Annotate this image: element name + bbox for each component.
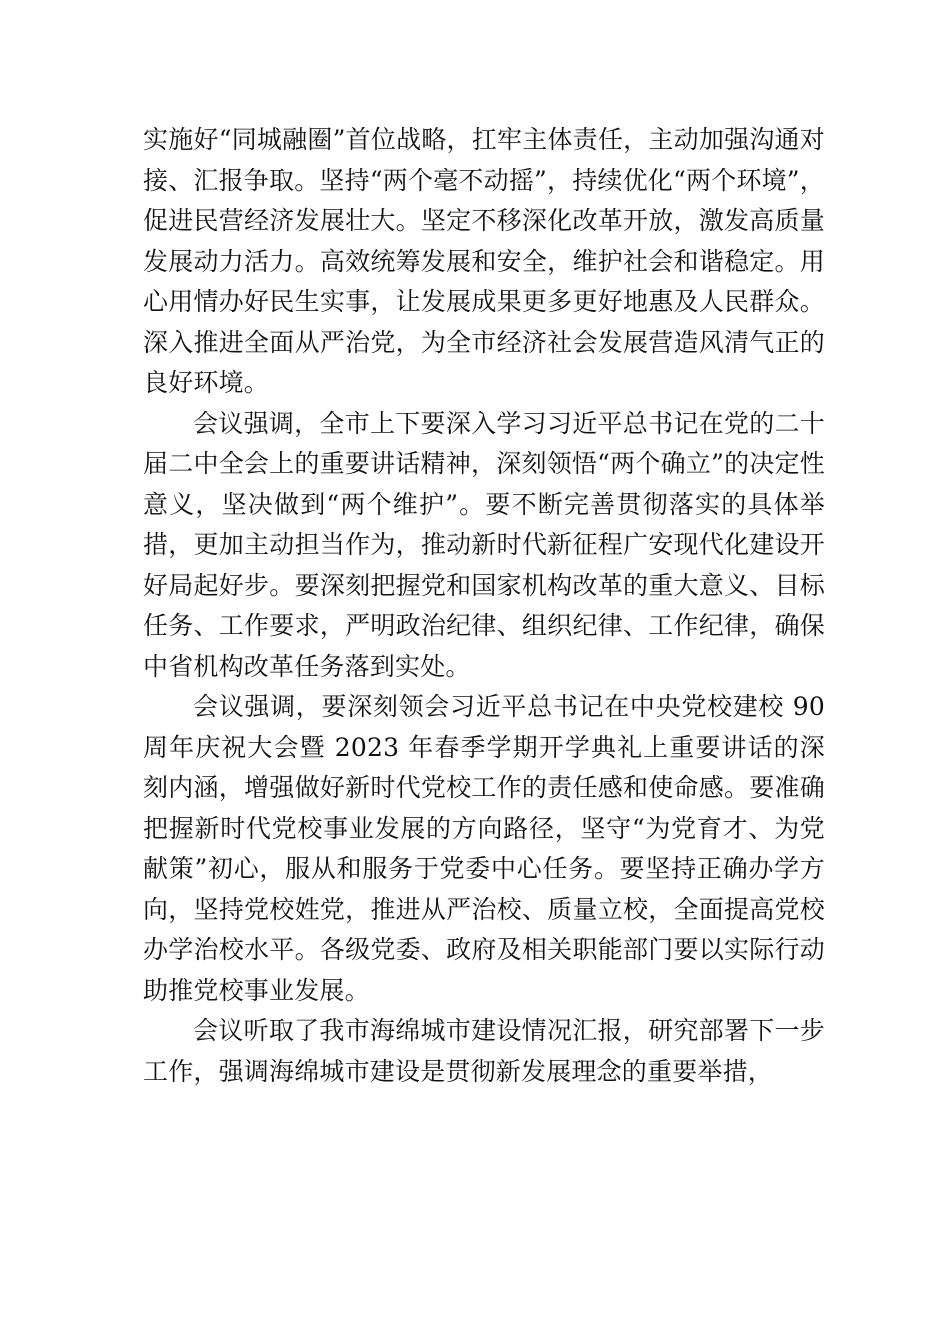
paragraph-continuation: 实施好“同城融圈”首位战略，扛牢主体责任，主动加强沟通对接、汇报争取。坚持“两个毫不动摇”，持续优化“两个环境”，促进民营经济发展壮大。坚定不移深化改革开放，激发高质量发展动力活力。高效统筹发展和安全，维护社会和谐稳定。用心用情办好民生实事，让发展成果更多更好地惠及人民群众。深入推进全面从严治党，为全市经济社会发展营造风清气正的良好环境。 [143, 125, 825, 397]
paragraph-party-plenary: 会议强调，全市上下要深入学习习近平总书记在党的二十届二中全会上的重要讲话精神，深刻领悟“两个确立”的决定性意义，坚决做到“两个维护”。要不断完善贯彻落实的具体举措，更加主动担当作为，推动新时代新征程广安现代化建设开好局起好步。要深刻把握党和国家机构改革的重大意义、目标任务、工作要求，严明政治纪律、组织纪律、工作纪律，确保中省机构改革任务落到实处。 [143, 408, 825, 681]
document-body [143, 120, 825, 1092]
paragraph-party-school: 会议强调，要深刻领会习近平总书记在中央党校建校 90 周年庆祝大会暨 2023 年春季学期开学典礼上重要讲话的深刻内涵，增强做好新时代党校工作的责任感和使命感。要准确把握新时代党校事业发展的方向路径，坚守“为党育才、为党献策”初心，服从和服务于党委中心任务。要坚持正确办学方向，坚持党校姓党，推进从严治校、质量立校，全面提高党校办学治校水平。各级党委、政府及相关职能部门要以实际行动助推党校事业发展。 [143, 692, 825, 1005]
paragraph-sponge-city: 会议听取了我市海绵城市建设情况汇报，研究部署下一步工作，强调海绵城市建设是贯彻新发展理念的重要举措， [143, 1016, 825, 1086]
